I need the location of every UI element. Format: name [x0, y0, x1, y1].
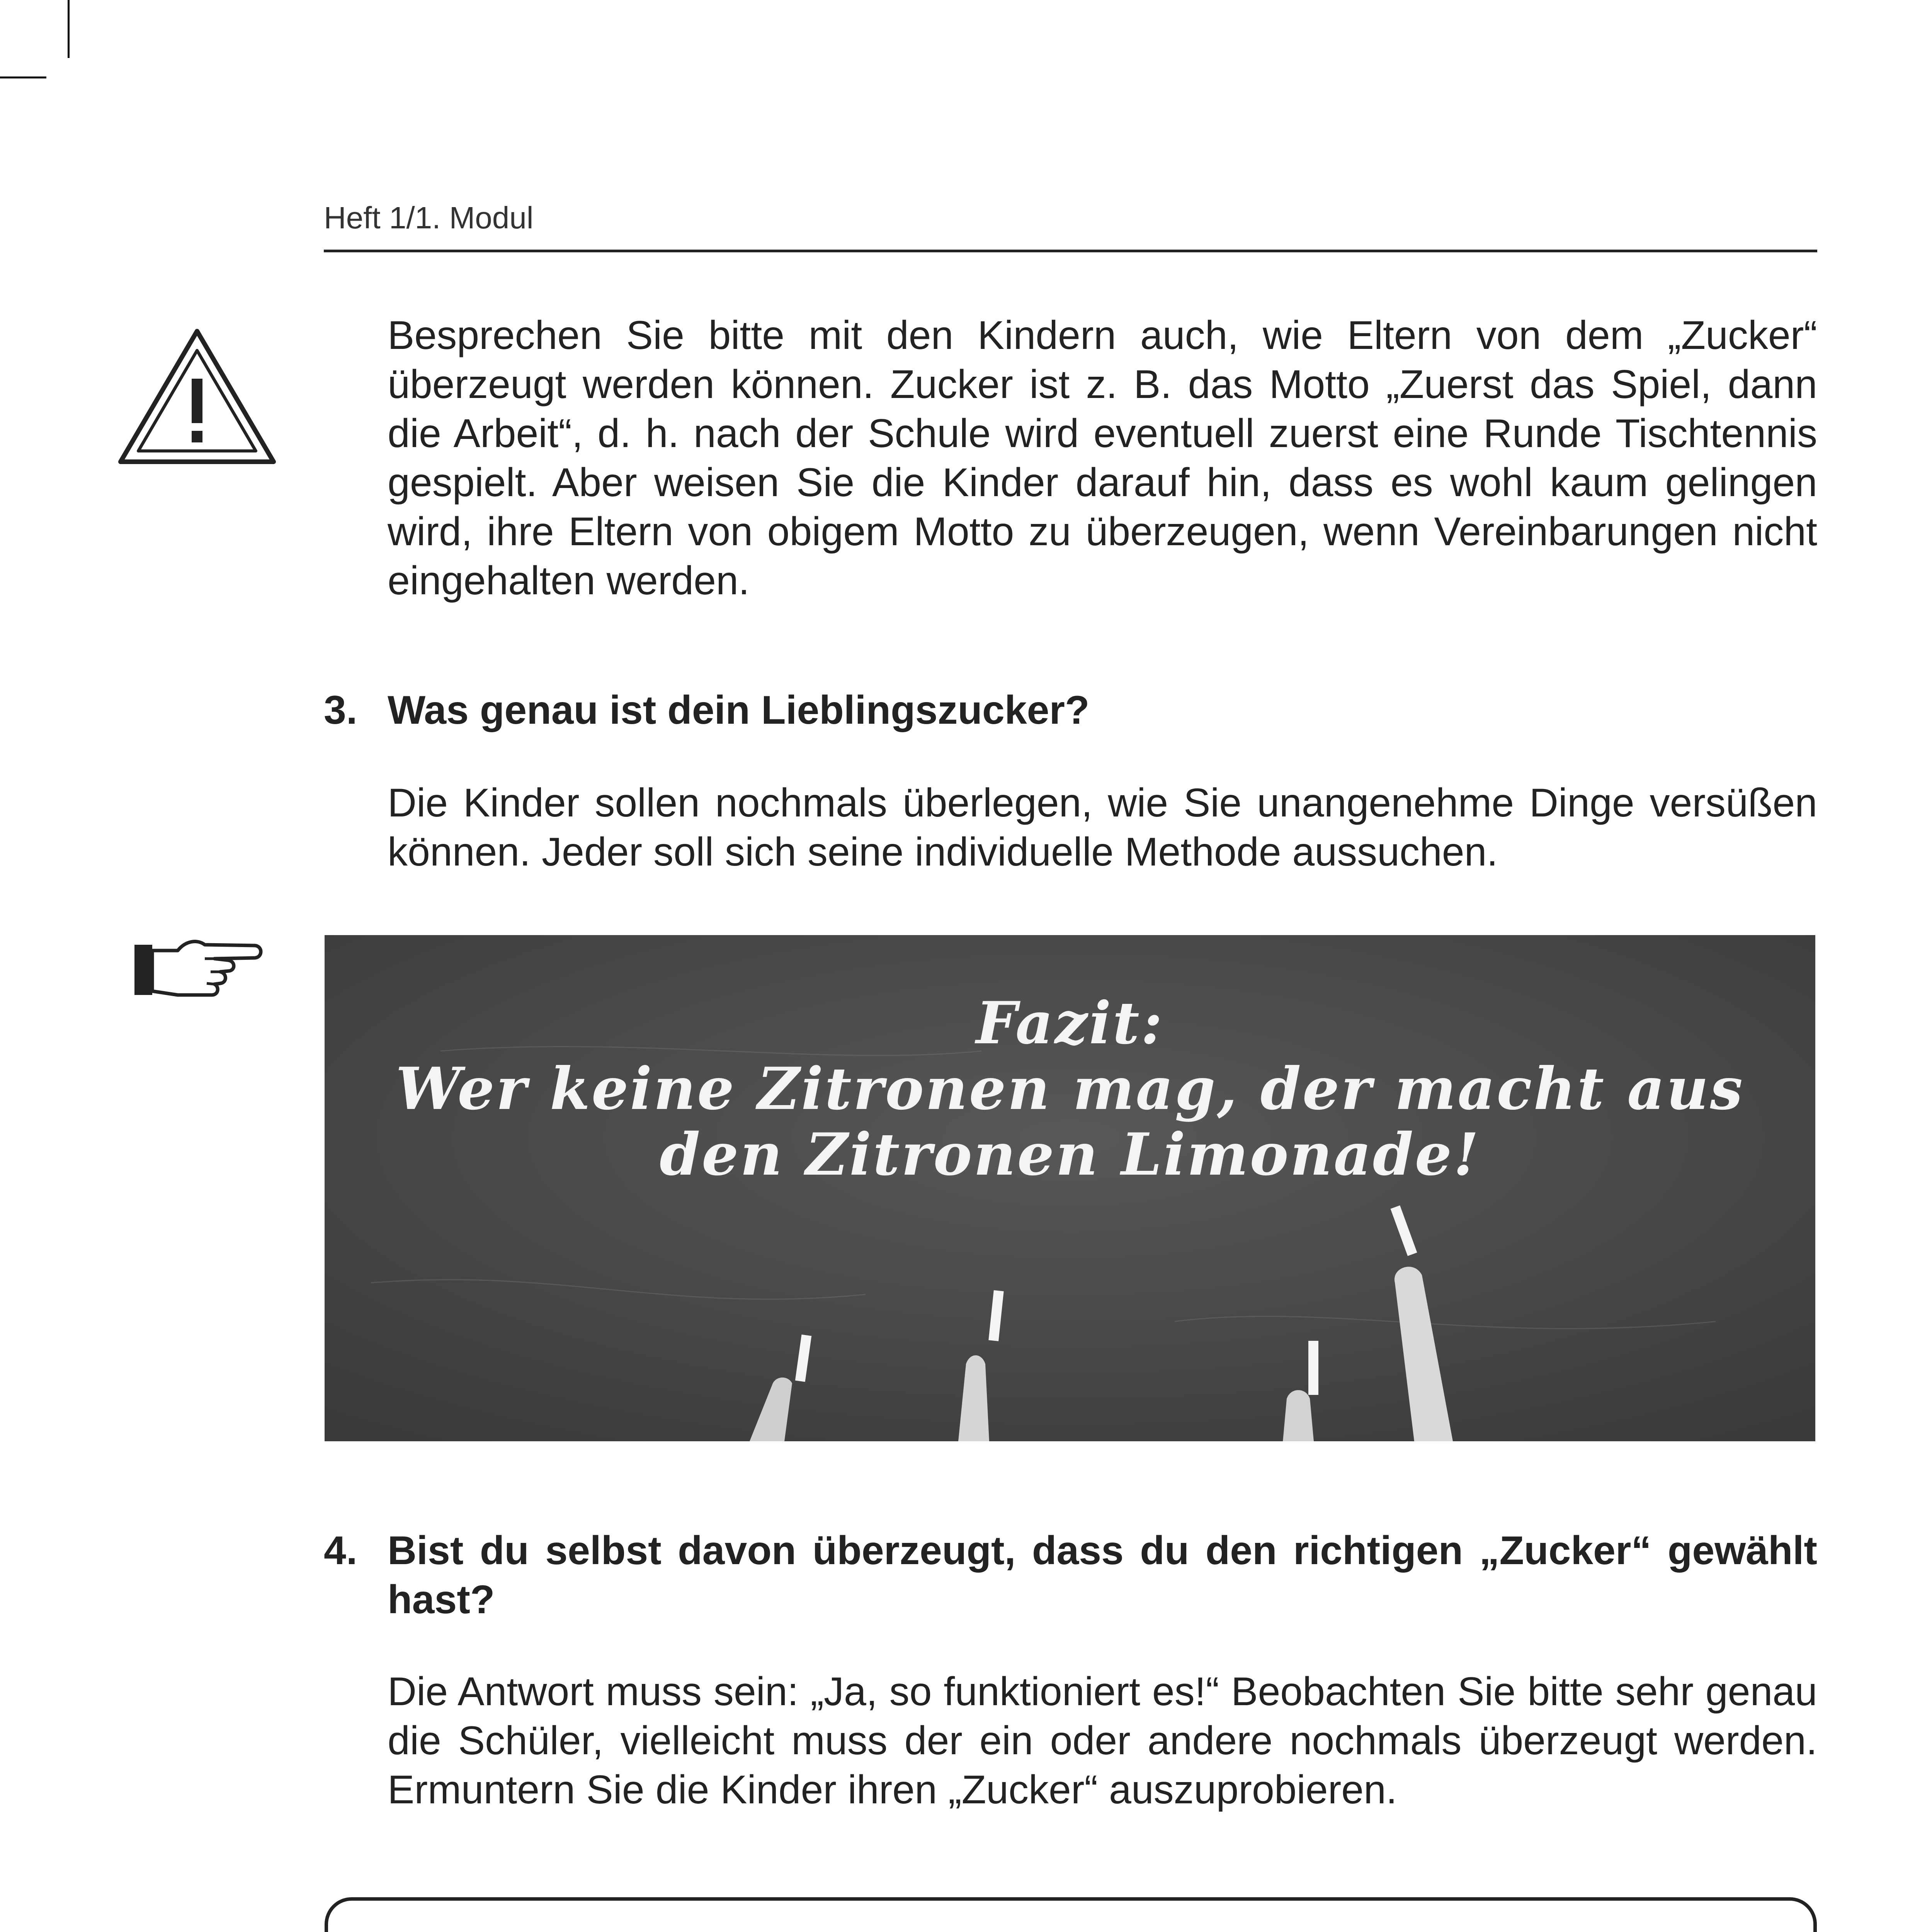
running-header: Heft 1/1. Modul [324, 201, 534, 235]
section-3-paragraph: Die Kinder sollen nochmals überlegen, wie Sie unangenehme Dinge versüßen können. Jeder soll sich seine individuelle Methode aussuchen. [388, 781, 1817, 874]
chalkboard-image [325, 935, 1815, 1441]
section-3-heading: Was genau ist dein Lieblingszucker? [388, 688, 1090, 733]
crop-mark [0, 77, 46, 78]
chalk-line-2: Wer keine Zitronen mag, der macht aus [396, 1055, 1744, 1123]
warning-triangle-icon [116, 327, 278, 469]
section-3-number: 3. [324, 688, 357, 733]
section-4-heading: Bist du selbst davon überzeugt, dass du den richtigen „Zucker“ gewählt hast? [388, 1528, 1817, 1622]
pointing-hand-icon [131, 933, 263, 1007]
chalk-line-1: Fazit: [976, 989, 1164, 1057]
intro-paragraph: Besprechen Sie bitte mit den Kindern auch, wie Eltern von dem „Zucker“ überzeugt werden können. Zucker ist z. B. das Motto „Zuerst das Spiel, dann die Arbeit“, d. h. nach der Schule wird eventuell zuerst eine Runde Tischtennis gespielt. Aber weisen Sie die Kinder darauf hin, dass es wohl kaum gelingen wird, ihre Eltern von obigem Motto zu überzeugen, wenn Vereinbarungen nicht eingehalten werden. [388, 313, 1817, 603]
summary-box [325, 1897, 1817, 1932]
crop-mark [68, 0, 70, 58]
header-rule [324, 250, 1817, 252]
section-4-number: 4. [324, 1528, 357, 1573]
chalk-line-3: den Zitronen Limonade! [660, 1121, 1480, 1189]
section-4-paragraph: Die Antwort muss sein: „Ja, so funktioniert es!“ Beobachten Sie bitte sehr genau die Schüler, vielleicht muss der ein oder andere nochmals überzeugt werden. Ermuntern Sie die Kinder ihren „Zucker“ auszuprobieren. [388, 1669, 1817, 1812]
